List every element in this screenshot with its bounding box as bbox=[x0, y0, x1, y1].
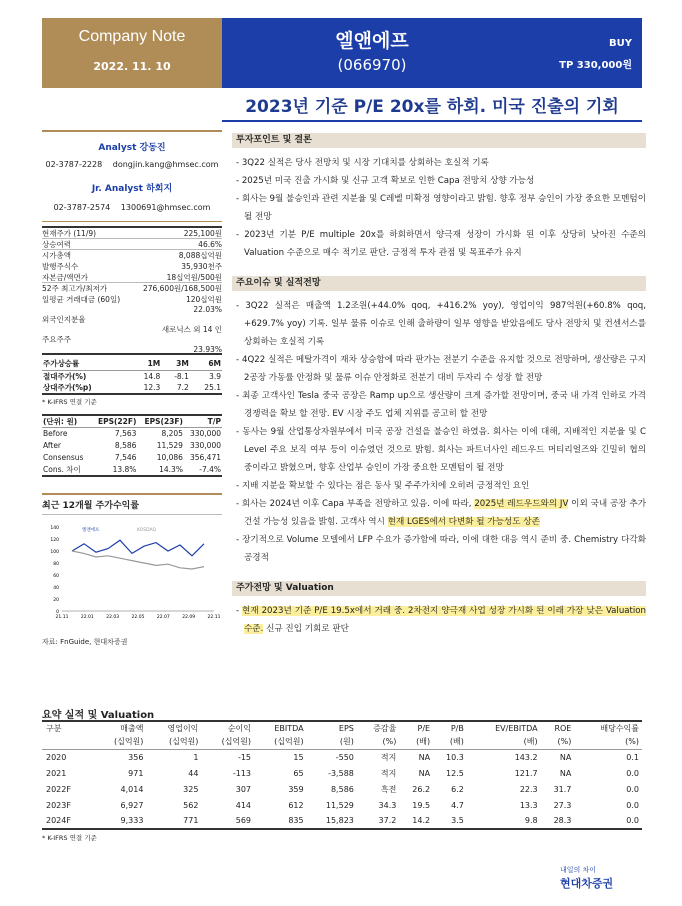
table-cell: 414 bbox=[235, 800, 252, 810]
table-row bbox=[42, 813, 642, 829]
bullet-point bbox=[232, 531, 646, 567]
bullet-text: 4Q22 실적은 메탈가격이 재차 상승함에 따라 판가는 전분기 수준을 유지할 것으로 전망하며, 생산량은 구지 2공장 가동률 안정화 및 물류 이슈 안정화로 전분기 대비 두자리 수 성장 할 전망 bbox=[242, 355, 646, 383]
table-cell: 27.3 bbox=[553, 800, 572, 810]
table-cell: 0.0 bbox=[626, 784, 639, 794]
y-tick-label: 60 bbox=[53, 573, 59, 579]
table-cell: 44 bbox=[188, 768, 199, 778]
bullet-point bbox=[232, 477, 646, 495]
table-cell: 31.7 bbox=[553, 784, 572, 794]
bullet-point bbox=[232, 602, 646, 638]
table-header bbox=[42, 721, 642, 735]
returns-note: * K-IFRS 연결 기준 bbox=[42, 398, 97, 406]
column-unit: (십억원) bbox=[94, 735, 147, 749]
analyst-divider bbox=[42, 130, 222, 132]
stock-info-row: 일평균 거래대금 (60일) 120십억원 bbox=[42, 295, 222, 304]
table-cell: 307 bbox=[235, 784, 252, 794]
bullet-point bbox=[232, 351, 646, 387]
table-cell: 6.2 bbox=[451, 784, 464, 794]
financial-table bbox=[42, 720, 642, 830]
analyst-contact bbox=[42, 160, 222, 169]
column-unit: (%) bbox=[574, 735, 642, 749]
bullet-text: 2023년 기분 P/E multiple 20x를 하회하면서 양극재 성장이 가시화 된 이후 상당히 낮아진 수준의 Valuation 수준으로 매수 적기로 판단. 긍정적 투자 관점 및 목표주가 유지 bbox=[244, 230, 646, 258]
headline: 2023년 기준 P/E 20x를 하회. 미국 진출의 기회 bbox=[245, 97, 619, 117]
table-cell: 0.1 bbox=[626, 752, 639, 762]
table-cell: 2023F bbox=[46, 800, 71, 810]
table-cell: 26.2 bbox=[412, 784, 431, 794]
stock-info-row: 현재주가 (11/9) 225,100원 bbox=[42, 229, 222, 238]
table-cell: 13.3 bbox=[519, 800, 538, 810]
legend-entry: KOSDAQ bbox=[137, 527, 157, 533]
table-cell: 562 bbox=[183, 800, 199, 810]
stock-info-row: 시가총액 8,088십억원 bbox=[42, 251, 222, 260]
legend-entry: 엘앤에프 bbox=[82, 527, 100, 533]
table-row: After 8,586 11,529 330,000 bbox=[43, 441, 221, 450]
headline-divider bbox=[222, 120, 642, 122]
table-cell: -3,588 bbox=[328, 768, 354, 778]
stock-code: (066970) bbox=[337, 56, 407, 74]
x-tick-label: 22.01 bbox=[80, 614, 94, 620]
stock-info-row: 주요주주 bbox=[42, 335, 71, 344]
financial-summary bbox=[42, 706, 642, 842]
table-cell: 143.2 bbox=[514, 752, 538, 762]
column-unit bbox=[42, 735, 94, 749]
stock-info-row: 새로닉스 외 14 인 bbox=[161, 325, 222, 334]
table-cell: 11,529 bbox=[325, 800, 354, 810]
table-cell: 0.0 bbox=[626, 768, 639, 778]
financial-note: * K-IFRS 연결 기준 bbox=[42, 834, 97, 842]
x-tick-label: 22.05 bbox=[131, 614, 145, 620]
column-unit: (원) bbox=[307, 735, 357, 749]
table-cell: 22.3 bbox=[519, 784, 538, 794]
table-cell: 4.7 bbox=[451, 800, 464, 810]
table-row: Cons. 차이 13.8% 14.3% -7.4% bbox=[43, 464, 221, 474]
table-cell: 971 bbox=[128, 768, 144, 778]
table-cell: 65 bbox=[293, 768, 304, 778]
series-line-company bbox=[72, 540, 204, 556]
bullet-text: 이외 국내 공장 추가 건설 가능성 있음을 밝힘. 고객사 역시 bbox=[244, 499, 647, 527]
y-tick-label: 140 bbox=[50, 525, 59, 531]
column-header: EV/EBITDA bbox=[467, 721, 541, 735]
table-row bbox=[42, 749, 642, 765]
stock-info-row: 23.93% bbox=[42, 345, 222, 355]
x-tick-label: 22.07 bbox=[156, 614, 170, 620]
y-tick-label: 100 bbox=[50, 549, 59, 555]
table-cell: NA bbox=[559, 768, 572, 778]
column-header: 영업이익 bbox=[146, 721, 201, 735]
bullet-text: 장기적으로 Volume 모델에서 LFP 수요가 증가함에 따라, 이에 대한 대응 역시 준비 중. Chemistry 다각화 공경적 bbox=[242, 535, 646, 563]
table-cell: 325 bbox=[183, 784, 199, 794]
table-cell: 2021 bbox=[46, 768, 67, 778]
highlighted-text: 2025년 레드우드와의 JV bbox=[474, 499, 569, 509]
table-cell: 0.0 bbox=[574, 813, 642, 829]
table-cell: 15 bbox=[293, 752, 304, 762]
table-cell: 2022F bbox=[46, 784, 71, 794]
table-cell: 28.3 bbox=[541, 813, 575, 829]
target-price: TP 330,000원 bbox=[559, 60, 632, 71]
y-tick-label: 0 bbox=[56, 609, 59, 615]
table-cell: -15 bbox=[237, 752, 252, 762]
sidebar bbox=[42, 130, 222, 647]
highlighted-text: 현재 LGES에서 다변화 될 가능성도 상존 bbox=[387, 517, 540, 527]
section-spacer bbox=[232, 567, 646, 581]
chart-title: 최근 12개월 주가수익률 bbox=[42, 493, 222, 515]
table-cell: 14.2 bbox=[399, 813, 433, 829]
column-header: 매출액 bbox=[94, 721, 147, 735]
brand-name: 현대차증권 bbox=[560, 877, 614, 890]
bullet-text: 신규 진입 기회로 판단 bbox=[263, 624, 349, 634]
bullet-text: 지배 지분을 확보할 수 있다는 점은 동사 및 주주가치에 오히려 긍정적인 요인 bbox=[241, 481, 530, 491]
company-note-banner bbox=[42, 18, 222, 88]
section-header: 주가전망 및 Valuation bbox=[232, 581, 646, 596]
table-cell: 359 bbox=[288, 784, 304, 794]
column-unit: (배) bbox=[399, 735, 433, 749]
jr-analyst-name: Jr. Analyst 하회지 bbox=[91, 184, 173, 194]
table-cell: 1 bbox=[193, 752, 199, 762]
stock-info-row: 상승여력 46.6% bbox=[42, 240, 222, 249]
table-cell: 8,586 bbox=[330, 784, 354, 794]
column-header: P/E bbox=[399, 721, 433, 735]
analyst-phone: 02-3787-2228 bbox=[45, 160, 103, 169]
bullet-text: 3Q22 실적은 매출액 1.2조원(+44.0% qoq, +416.2% yoy), 영업이익 987억원(+60.8% qoq, +629.7% yoy) 기록. 일부 물류 이슈로 인해 출하량이 일부 영향을 받았음에도 당사 전망치 및 컨센서스를 상회하는 호실적 기록 bbox=[244, 301, 646, 347]
table-cell: 612 bbox=[288, 800, 304, 810]
section-header: 투자포인트 및 결론 bbox=[232, 133, 646, 148]
table-cell: 835 bbox=[254, 813, 307, 829]
table-cell: 356 bbox=[128, 752, 144, 762]
bullet-text: 3Q22 실적은 당사 전망치 및 시장 기대치를 상회하는 호실적 기록 bbox=[241, 158, 489, 168]
table-cell: 0.0 bbox=[626, 800, 639, 810]
stock-info-row: 52주 최고가/최저가 276,600원/168,500원 bbox=[42, 284, 222, 293]
table-cell: 19.5 bbox=[412, 800, 431, 810]
column-unit: (%) bbox=[541, 735, 575, 749]
bullet-point bbox=[232, 190, 646, 226]
table-cell: 9,333 bbox=[94, 813, 147, 829]
column-header: 순이익 bbox=[201, 721, 254, 735]
table-row: Before 7,563 8,205 330,000 bbox=[43, 429, 221, 439]
table-header-units bbox=[42, 735, 642, 749]
table-cell: 2024F bbox=[42, 813, 94, 829]
bullet-text: 2025년 미국 진출 가시화 및 신규 고객 확보로 인한 Capa 전망치 상향 가능성 bbox=[241, 176, 535, 186]
column-header: P/B bbox=[433, 721, 467, 735]
section-header: 주요이슈 및 실적전망 bbox=[232, 276, 646, 291]
column-unit: (배) bbox=[467, 735, 541, 749]
bullet-point bbox=[232, 495, 646, 531]
table-header: (단위: 원) EPS(22F) EPS(23F) T/P bbox=[43, 417, 221, 426]
y-tick-label: 80 bbox=[53, 561, 59, 567]
table-cell: -113 bbox=[232, 768, 252, 778]
chart-source: 자료: FnGuide, 현대차증권 bbox=[42, 637, 128, 646]
bullet-point bbox=[232, 154, 646, 172]
column-unit: (십억원) bbox=[201, 735, 254, 749]
table-row bbox=[42, 781, 642, 797]
column-unit: (십억원) bbox=[254, 735, 307, 749]
table-row bbox=[42, 797, 642, 813]
table-cell: 적지 bbox=[380, 752, 397, 762]
table-cell: 적지 bbox=[380, 768, 397, 778]
bullet-point bbox=[232, 297, 646, 351]
brand-slogan: 내일의 차이 bbox=[560, 866, 597, 874]
report-type: Company Note bbox=[78, 28, 186, 45]
table-cell: NA bbox=[418, 752, 431, 762]
main-content bbox=[232, 133, 646, 638]
table-cell: -550 bbox=[335, 752, 354, 762]
table-row bbox=[42, 765, 642, 781]
returns-table bbox=[42, 358, 222, 395]
x-tick-label: 22.11 bbox=[207, 614, 221, 620]
stock-info bbox=[42, 226, 222, 355]
stock-info-row: 발행주식수 35,930천주 bbox=[42, 262, 222, 271]
table-cell: 121.7 bbox=[514, 768, 538, 778]
table-cell: 3.5 bbox=[433, 813, 467, 829]
jr-analyst-contact bbox=[42, 203, 222, 222]
rating: BUY bbox=[609, 38, 632, 49]
table-cell: 4,014 bbox=[120, 784, 144, 794]
table-cell: 34.3 bbox=[378, 800, 397, 810]
column-header: EPS bbox=[307, 721, 357, 735]
bullet-text: 회사는 9월 불승인과 관련 지분율 및 C레벨 미확정 영향이라고 밝힘. 향후 정부 승인이 가장 중요한 모멘텀이 될 전망 bbox=[241, 194, 646, 222]
jr-analyst-phone: 02-3787-2574 bbox=[53, 203, 111, 212]
table-cell: 9.8 bbox=[467, 813, 541, 829]
y-tick-label: 40 bbox=[53, 585, 59, 591]
eps-table bbox=[42, 414, 222, 477]
table-cell: 569 bbox=[201, 813, 254, 829]
y-tick-label: 20 bbox=[53, 597, 59, 603]
price-return-chart bbox=[42, 519, 222, 629]
bullet-text: 최종 고객사인 Tesla 중국 공장은 Ramp up으로 생산량이 크게 증가할 전망이며, 중국 내 가격 인하로 가격 경쟁력을 확보 할 전망. EV 시장 주도 업체 지위를 공고히 할 전망 bbox=[242, 391, 646, 419]
bullet-text: 회사는 2024년 이후 Capa 부족을 전망하고 있음. 이에 따라, bbox=[241, 499, 475, 509]
table-cell: 37.2 bbox=[357, 813, 399, 829]
bullet-point bbox=[232, 172, 646, 190]
analyst-name: Analyst 강동진 bbox=[98, 143, 166, 153]
bullet-point bbox=[232, 423, 646, 477]
column-unit: (십억원) bbox=[146, 735, 201, 749]
table-header: 주가상승률 1M 3M 6M bbox=[43, 359, 221, 369]
table-row: 절대주가(%) 14.8 -8.1 3.9 bbox=[43, 371, 221, 381]
report-date: 2022. 11. 10 bbox=[93, 60, 171, 73]
table-cell: 2020 bbox=[46, 752, 67, 762]
section-spacer bbox=[232, 262, 646, 276]
column-header: EBITDA bbox=[254, 721, 307, 735]
analyst-email[interactable]: dongjin.kang@hmsec.com bbox=[112, 160, 219, 169]
x-tick-label: 22.03 bbox=[106, 614, 120, 620]
table-row: Consensus 7,546 10,086 356,471 bbox=[43, 453, 221, 462]
brand-logo bbox=[560, 865, 650, 895]
column-unit: (%) bbox=[357, 735, 399, 749]
jr-analyst-email[interactable]: 1300691@hmsec.com bbox=[120, 203, 211, 212]
stock-info-row: 자본금/액면가 18십억원/500원 bbox=[42, 273, 222, 282]
column-header: ROE bbox=[541, 721, 575, 735]
column-header: 배당수익률 bbox=[574, 721, 642, 735]
financial-summary-title: 요약 실적 및 Valuation bbox=[42, 710, 155, 721]
table-cell: 6,927 bbox=[120, 800, 144, 810]
table-cell: 10.3 bbox=[446, 752, 464, 762]
y-tick-label: 120 bbox=[50, 537, 59, 543]
table-cell: 15,823 bbox=[307, 813, 357, 829]
bullet-point bbox=[232, 387, 646, 423]
table-cell: 771 bbox=[146, 813, 201, 829]
series-line-kosdaq bbox=[72, 551, 204, 569]
bullet-text: 동사는 9월 산업통상자원부에서 미국 공장 건설을 불승인 하였음. 회사는 이에 대해, 지배적인 지분율 및 C Level 주요 보직 여부 등이 이슈였던 것으로 밝힘. 회사는 파트너사인 레드우드 머티리얼즈와 긴밀히 협의 중이라고 밝혔으며, 향후 산업부 승인이 가장 중요한 모멘텀이 될 전망 bbox=[242, 427, 646, 473]
table-cell: NA bbox=[418, 768, 431, 778]
table-cell: 12.5 bbox=[446, 768, 464, 778]
stock-info-row: 외국인지분율 bbox=[42, 315, 86, 324]
x-tick-label: 22.09 bbox=[182, 614, 196, 620]
column-header: 증감율 bbox=[357, 721, 399, 735]
company-name: 엘앤에프 bbox=[335, 30, 409, 52]
stock-info-row: 22.03% bbox=[193, 305, 222, 314]
bullet-point bbox=[232, 226, 646, 262]
column-unit: (배) bbox=[433, 735, 467, 749]
x-tick-label: 21.11 bbox=[55, 614, 69, 620]
table-cell: NA bbox=[559, 752, 572, 762]
highlighted-text: 현재 2023년 기준 P/E 19.5x에서 거래 중. 2차전지 양극재 사업 성장 가시화 된 이래 가장 낮은 Valuation 수준. bbox=[242, 606, 646, 634]
company-banner bbox=[222, 18, 642, 88]
table-cell: 흑전 bbox=[380, 784, 397, 794]
table-row: 상대주가(%p) 12.3 7.2 25.1 bbox=[43, 383, 221, 392]
column-header: 구분 bbox=[42, 721, 94, 735]
